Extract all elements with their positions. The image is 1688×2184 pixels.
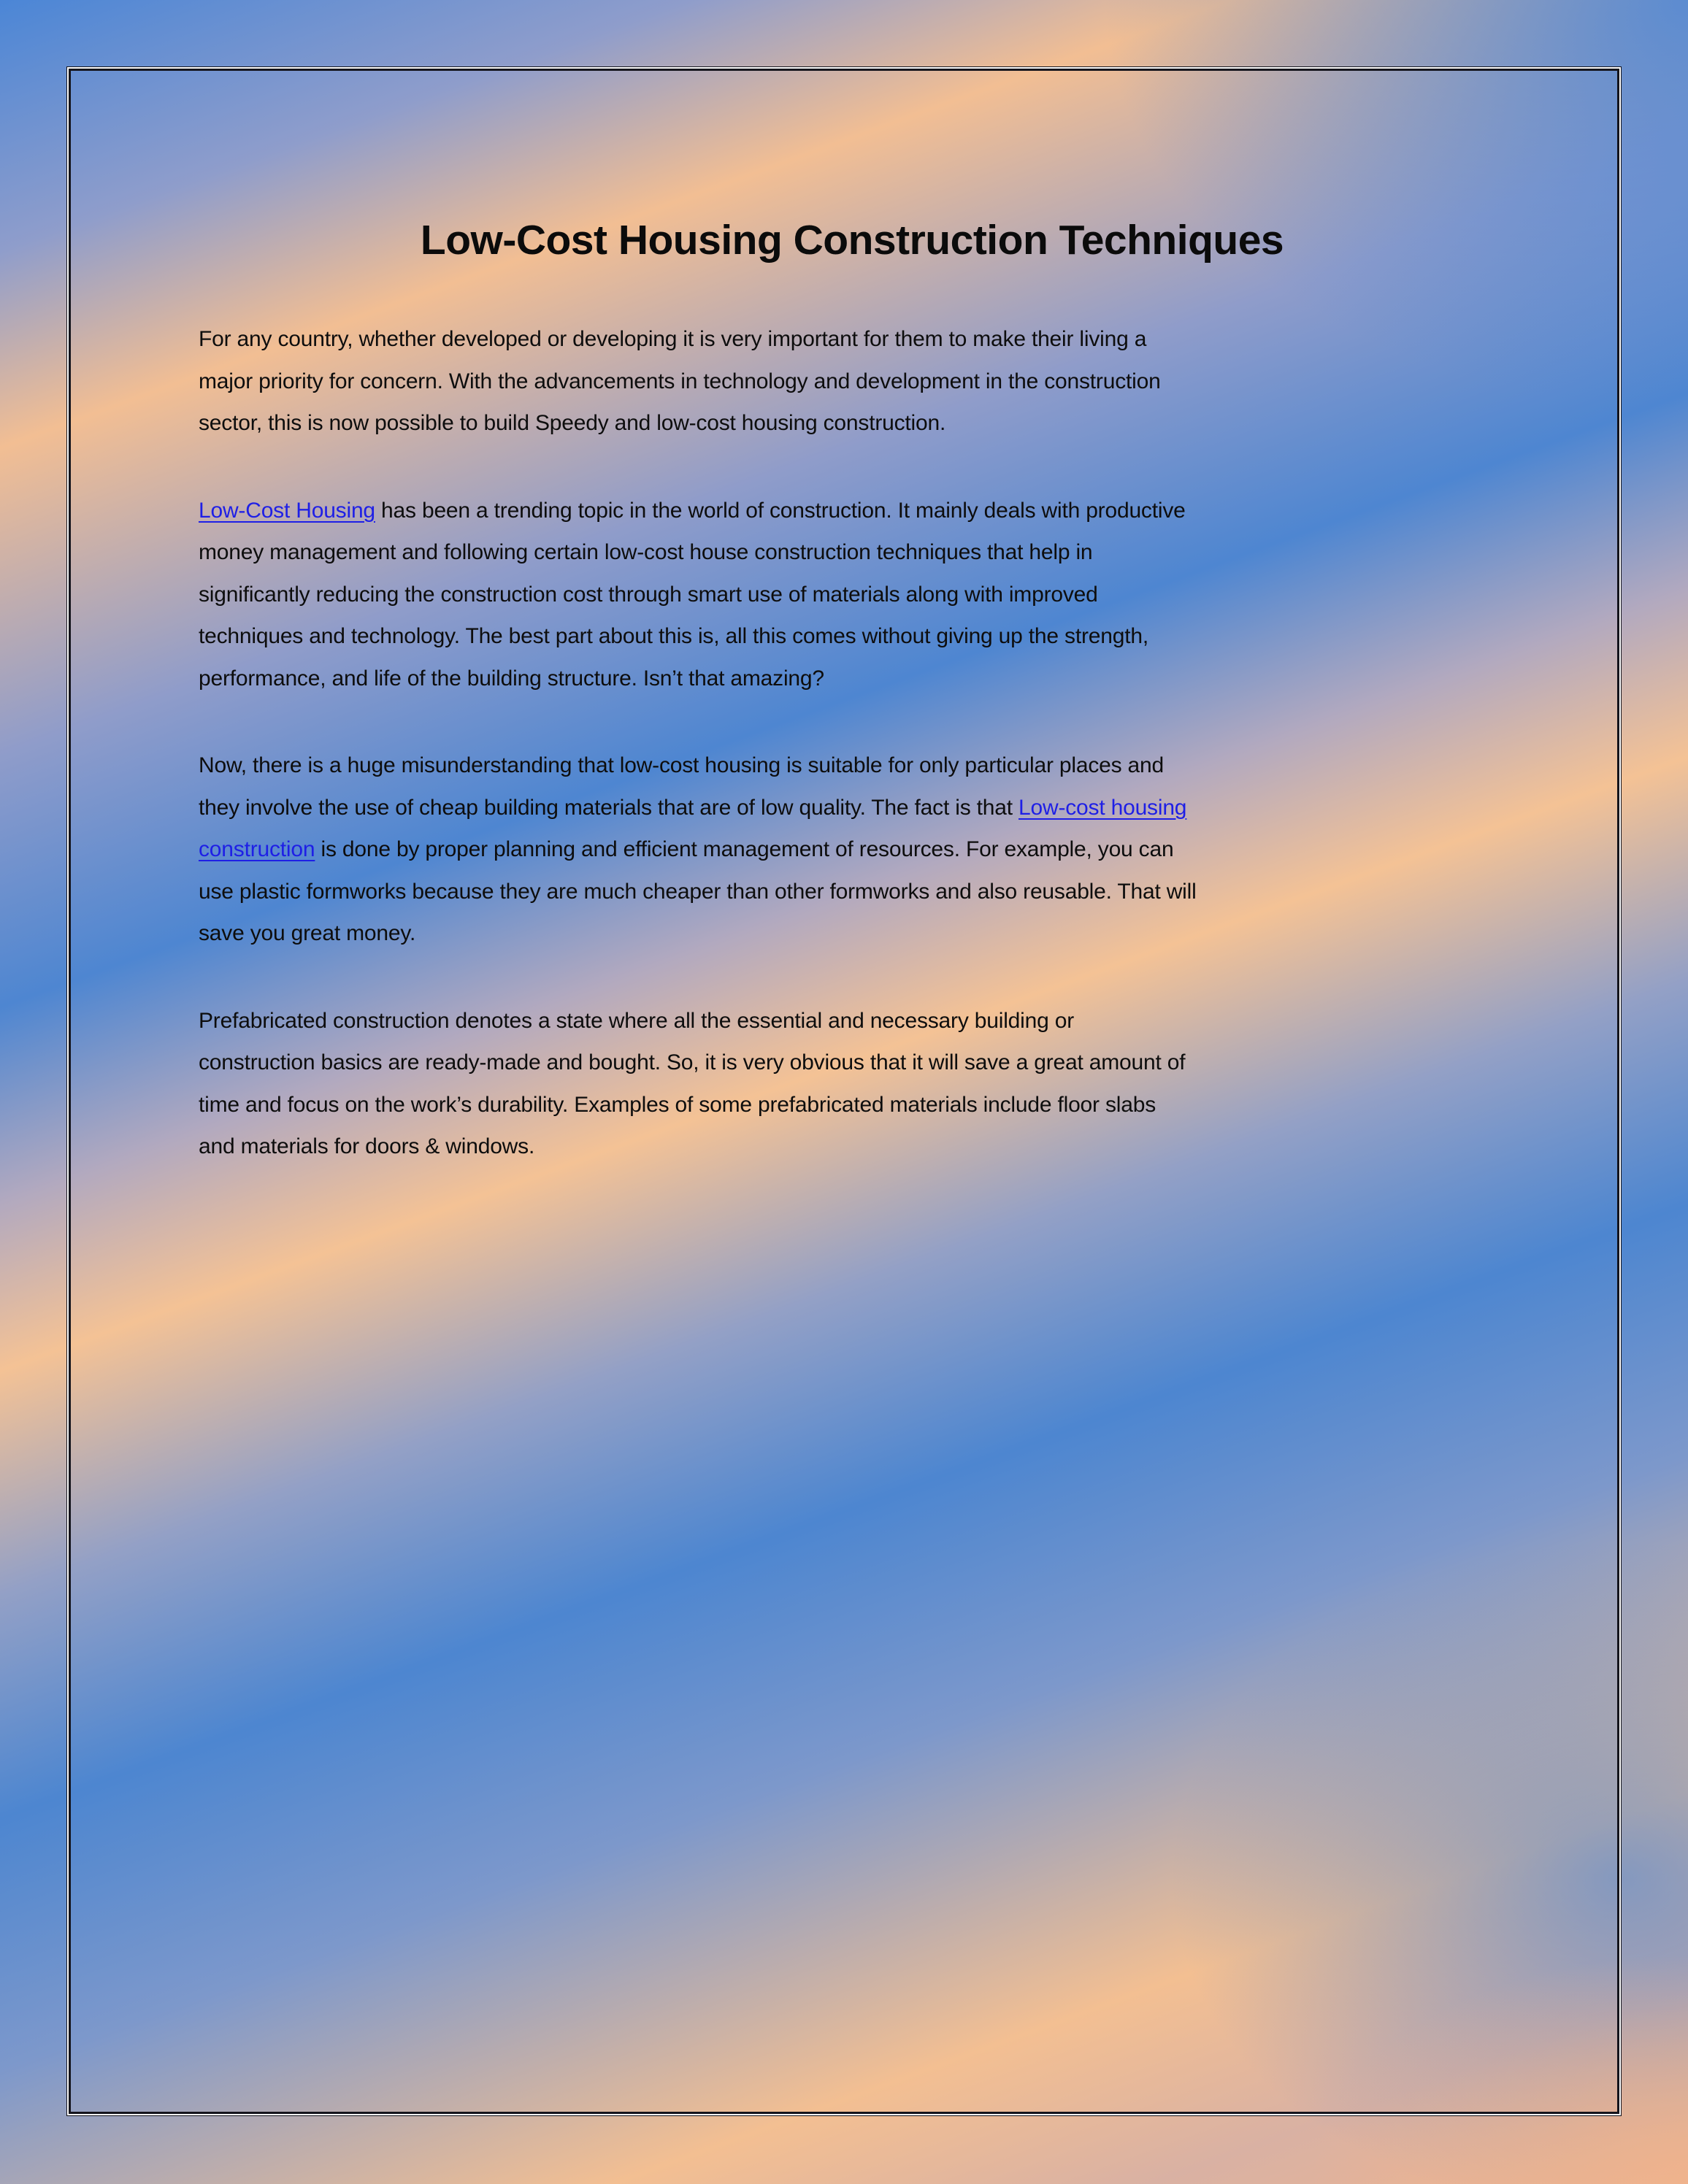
text-line bbox=[199, 318, 1600, 361]
document-body bbox=[199, 318, 1600, 1213]
text-run: major priority for concern. With the advancements in technology and development in the construction bbox=[199, 369, 1161, 393]
text-line bbox=[199, 361, 1600, 403]
text-line bbox=[199, 828, 1600, 871]
text-line bbox=[199, 871, 1600, 913]
text-line bbox=[199, 1084, 1600, 1126]
text-run: money management and following certain low-cost house construction techniques that help in bbox=[199, 540, 1093, 564]
text-line bbox=[199, 658, 1600, 700]
paragraph-2 bbox=[199, 490, 1600, 700]
text-run: is done by proper planning and efficient management of resources. For example, you can bbox=[315, 837, 1174, 861]
text-run: For any country, whether developed or developing it is very important for them to make their living a bbox=[199, 327, 1147, 351]
hyperlink-low-cost-housing[interactable]: Low-Cost Housing bbox=[199, 498, 375, 523]
hyperlink-low-cost-housing-construction-part2[interactable]: construction bbox=[199, 837, 315, 861]
text-run: they involve the use of cheap building materials that are of low quality. The fact is that bbox=[199, 795, 1019, 820]
text-line bbox=[199, 1126, 1600, 1168]
text-run: and materials for doors & windows. bbox=[199, 1134, 535, 1158]
text-line bbox=[199, 615, 1600, 658]
paragraph-1 bbox=[199, 318, 1600, 445]
text-line bbox=[199, 574, 1600, 616]
paragraph-4 bbox=[199, 1000, 1600, 1168]
text-run: construction basics are ready-made and bought. So, it is very obvious that it will save a great amount of bbox=[199, 1050, 1186, 1074]
text-line bbox=[199, 787, 1600, 829]
page-title: Low-Cost Housing Construction Techniques bbox=[420, 217, 1284, 264]
text-line bbox=[199, 402, 1600, 445]
text-run: has been a trending topic in the world of construction. It mainly deals with productive bbox=[375, 498, 1186, 523]
text-run: techniques and technology. The best part about this is, all this comes without giving up the strength, bbox=[199, 624, 1148, 648]
text-run: significantly reducing the construction cost through smart use of materials along with improved bbox=[199, 582, 1098, 607]
text-run: performance, and life of the building structure. Isn’t that amazing? bbox=[199, 666, 824, 691]
paragraph-3 bbox=[199, 745, 1600, 955]
text-run: save you great money. bbox=[199, 921, 416, 945]
text-run: sector, this is now possible to build Speedy and low-cost housing construction. bbox=[199, 411, 946, 435]
text-run: Now, there is a huge misunderstanding that low-cost housing is suitable for only particular places and bbox=[199, 753, 1165, 777]
text-run: time and focus on the work’s durability. Examples of some prefabricated materials include floor slabs bbox=[199, 1092, 1156, 1117]
text-line bbox=[199, 531, 1600, 574]
text-line bbox=[199, 912, 1600, 955]
hyperlink-low-cost-housing-construction-part1[interactable]: Low-cost housing bbox=[1018, 795, 1187, 820]
text-line bbox=[199, 1000, 1600, 1042]
text-run: Prefabricated construction denotes a state where all the essential and necessary building or bbox=[199, 1008, 1074, 1033]
text-line bbox=[199, 1042, 1600, 1084]
text-line bbox=[199, 490, 1600, 532]
text-line bbox=[199, 745, 1600, 787]
text-run: use plastic formworks because they are much cheaper than other formworks and also reusable. That will bbox=[199, 879, 1197, 904]
